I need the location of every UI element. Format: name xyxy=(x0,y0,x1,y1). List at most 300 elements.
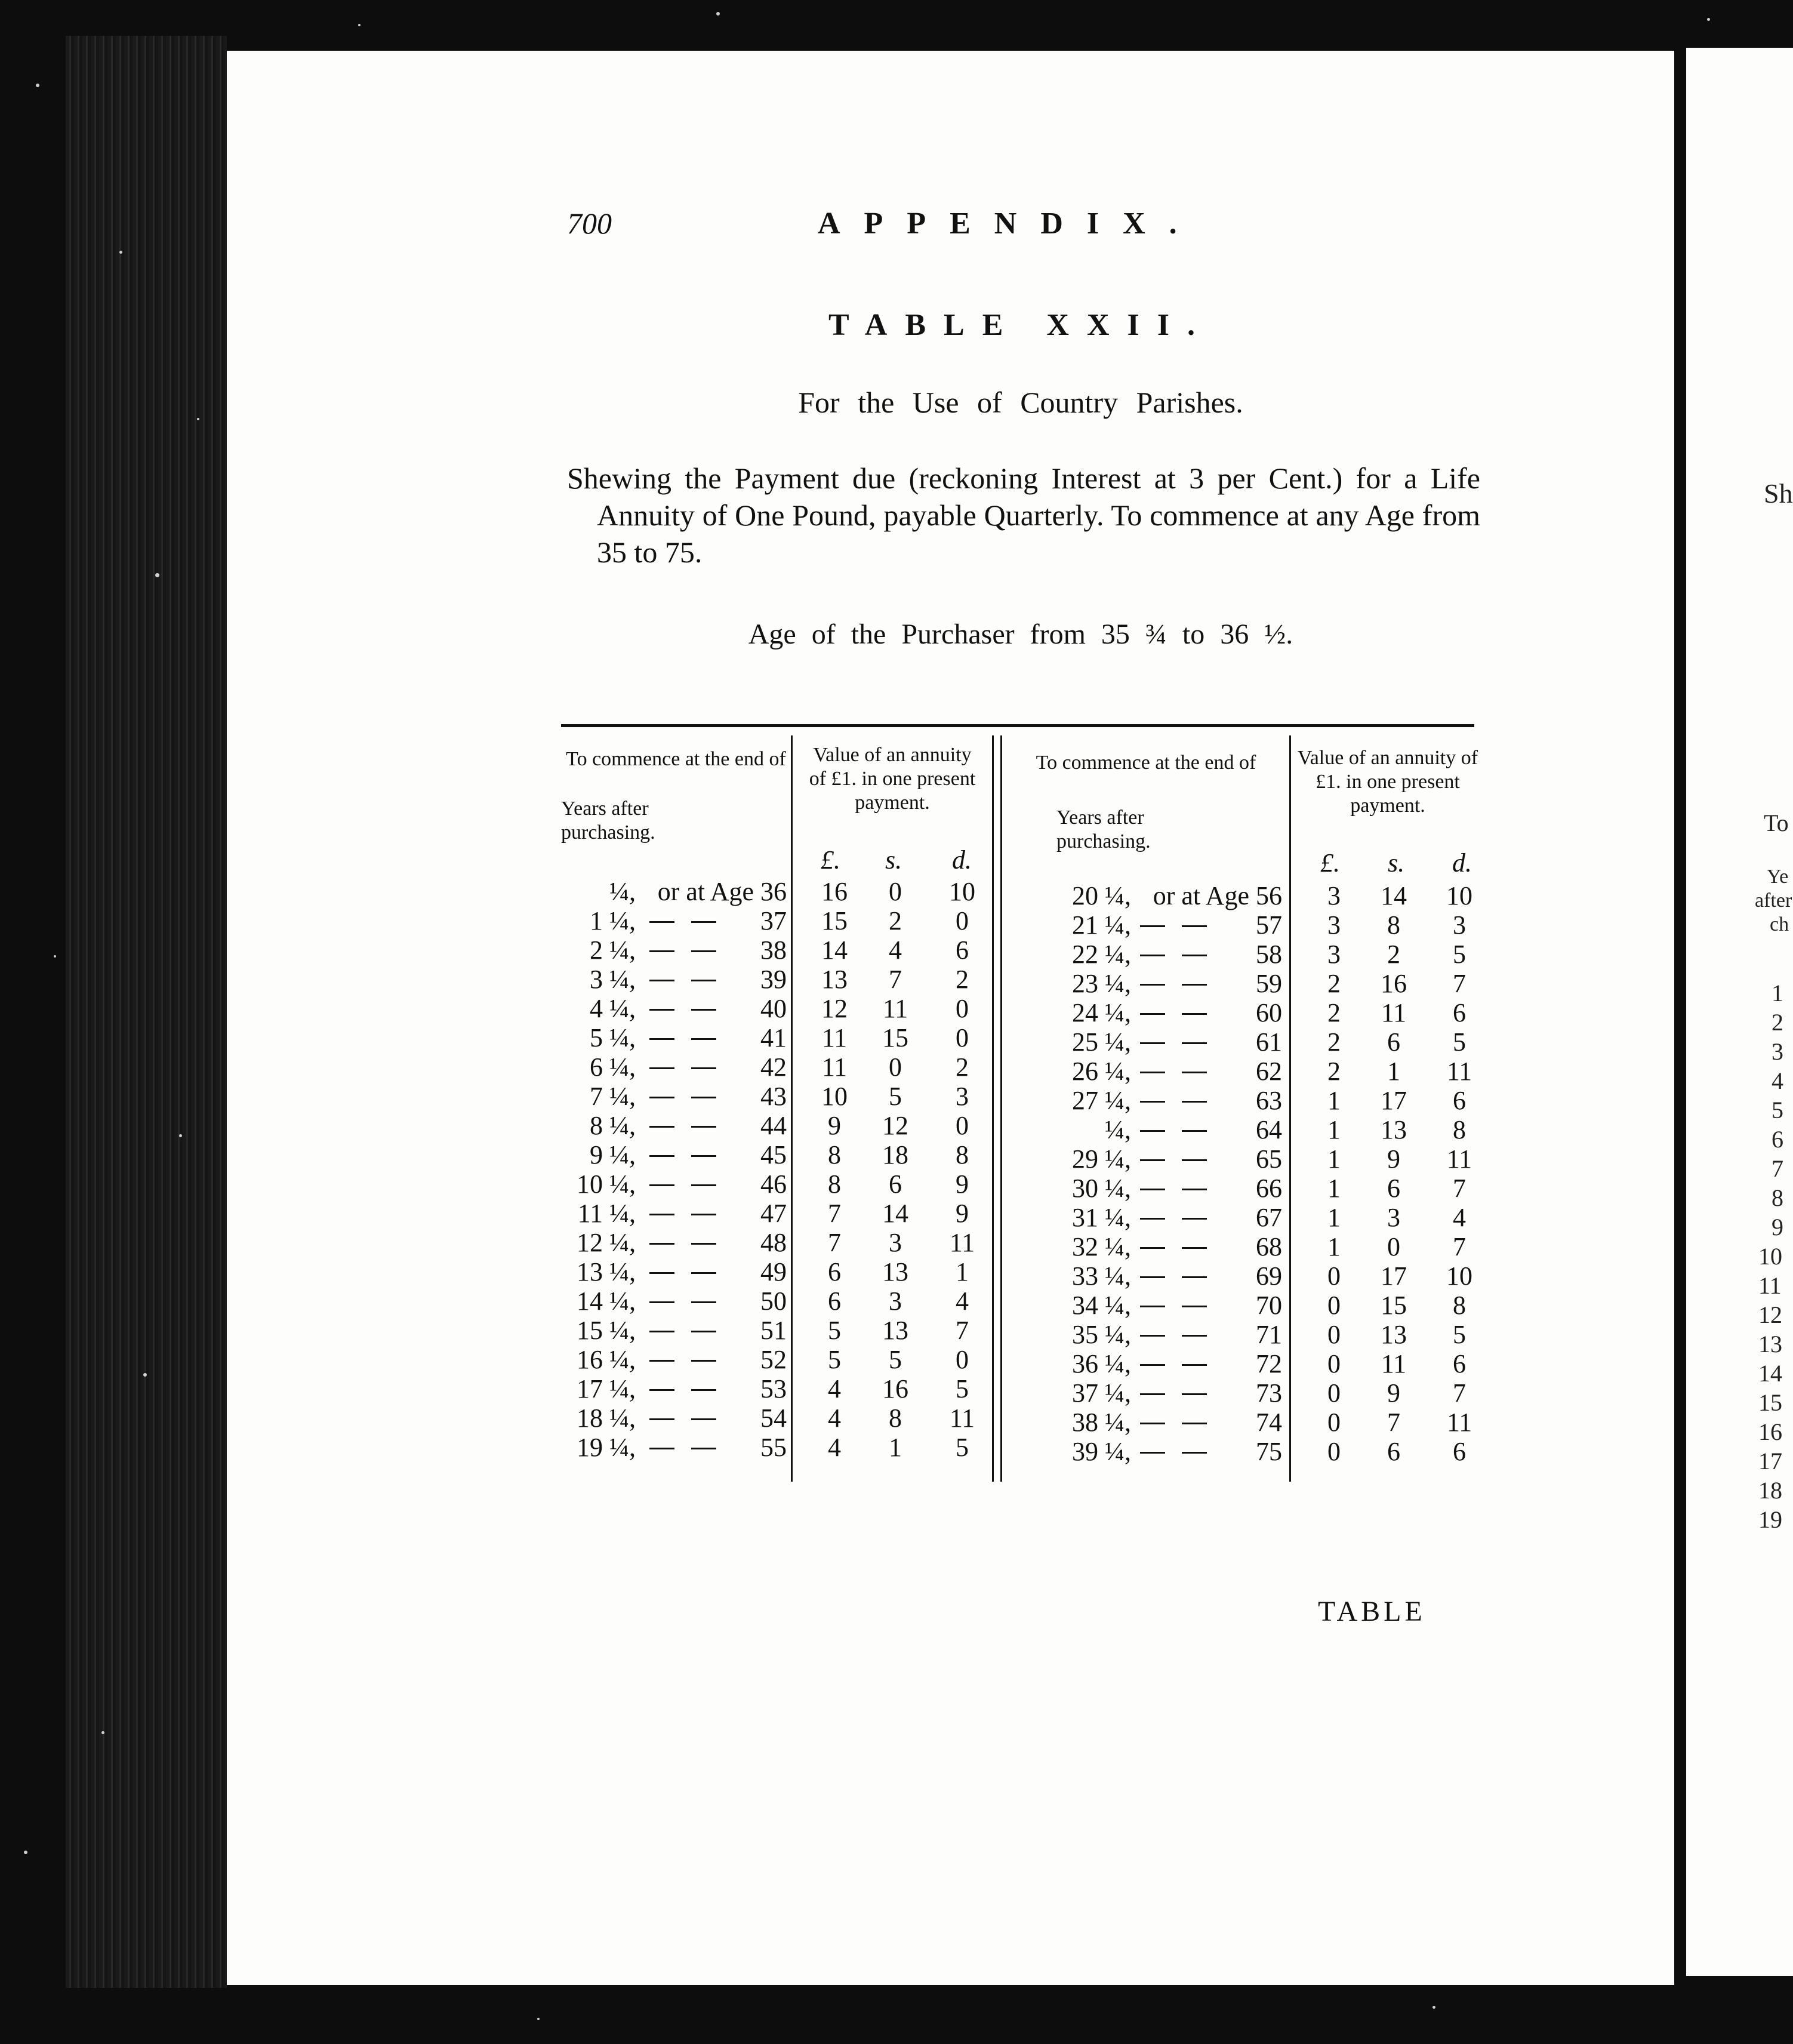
ditto-dash xyxy=(649,1155,674,1157)
shillings-cell: 4 xyxy=(889,935,902,965)
pence-cell: 2 xyxy=(956,1052,969,1082)
left-value-header: Value of an annuity of £1. in one present payment. xyxy=(809,744,976,814)
catchword: TABLE xyxy=(1318,1596,1426,1627)
running-head xyxy=(567,206,1230,254)
shillings-cell: 15 xyxy=(1381,1291,1407,1320)
age-cell: 63 xyxy=(1256,1086,1282,1115)
ditto-dash xyxy=(1140,1452,1165,1454)
scan-speck xyxy=(24,1851,27,1854)
age-cell: 47 xyxy=(760,1199,787,1228)
pence-cell: 11 xyxy=(1446,1408,1472,1437)
scan-speck xyxy=(197,418,199,420)
ditto-dash xyxy=(649,1301,674,1303)
pence-cell: 5 xyxy=(1453,1027,1466,1057)
ditto-dash xyxy=(691,1097,716,1098)
years-cell: 14 ¼, xyxy=(577,1286,636,1316)
pence-cell: 5 xyxy=(956,1374,969,1403)
ditto-dash xyxy=(1182,1189,1207,1190)
column-rule-left xyxy=(791,735,793,1482)
ditto-dash xyxy=(1140,1189,1165,1190)
pence-cell: 8 xyxy=(956,1140,969,1169)
scan-speck xyxy=(143,1373,147,1377)
age-cell: 71 xyxy=(1256,1320,1282,1349)
adjacent-row-number: 8 xyxy=(1772,1184,1783,1211)
ditto-dash xyxy=(649,1214,674,1215)
pounds-cell: 7 xyxy=(828,1228,841,1257)
shillings-cell: 3 xyxy=(889,1286,902,1316)
years-cell: 9 ¼, xyxy=(590,1140,636,1169)
pence-cell: 9 xyxy=(956,1199,969,1228)
shillings-cell: 2 xyxy=(889,906,902,935)
pence-cell: 1 xyxy=(956,1257,969,1286)
adjacent-row-number: 18 xyxy=(1758,1477,1782,1504)
pence-cell: 9 xyxy=(956,1169,969,1199)
pence-cell: 11 xyxy=(1446,1057,1472,1086)
ditto-dash xyxy=(649,1331,674,1332)
pence-cell: 10 xyxy=(949,877,975,906)
adjacent-row-number: 12 xyxy=(1758,1301,1782,1328)
ditto-dash xyxy=(1140,1101,1165,1103)
ditto-dash xyxy=(691,1126,716,1128)
ditto-dash xyxy=(1182,984,1207,986)
pounds-cell: 5 xyxy=(828,1345,841,1374)
age-cell: 66 xyxy=(1256,1174,1282,1203)
years-cell: 35 ¼, xyxy=(1072,1320,1131,1349)
pounds-cell: 4 xyxy=(828,1403,841,1433)
right-commence-header: To commence at the end of xyxy=(1036,752,1256,774)
purchaser-age: Age of the Purchaser from 35 ¾ to 36 ½. xyxy=(748,618,1293,650)
ditto-dash xyxy=(1182,1159,1207,1161)
scan-speck xyxy=(1707,18,1710,21)
pounds-cell: 1 xyxy=(1327,1144,1341,1174)
age-cell: 70 xyxy=(1256,1291,1282,1320)
pounds-cell: 2 xyxy=(1327,969,1341,998)
pounds-cell: 0 xyxy=(1327,1378,1341,1408)
book-edge xyxy=(66,36,227,1988)
shillings-cell: 13 xyxy=(1381,1115,1407,1144)
adjacent-row-number: 6 xyxy=(1772,1126,1783,1153)
pounds-cell: 6 xyxy=(828,1286,841,1316)
ditto-dash xyxy=(1182,1072,1207,1073)
ditto-dash xyxy=(649,1272,674,1274)
scan-speck xyxy=(155,573,159,577)
age-cell: 61 xyxy=(1256,1027,1282,1057)
pounds-cell: 9 xyxy=(828,1111,841,1140)
pence-cell: 0 xyxy=(956,1111,969,1140)
ditto-dash xyxy=(1182,1306,1207,1307)
ditto-dash xyxy=(1182,1452,1207,1454)
ditto-dash xyxy=(1140,1218,1165,1220)
pounds-cell: 15 xyxy=(821,906,848,935)
ditto-dash xyxy=(1140,1423,1165,1424)
pence-cell: 3 xyxy=(956,1082,969,1111)
age-cell: 39 xyxy=(760,965,787,994)
scan-speck xyxy=(36,84,39,87)
pounds-cell: 12 xyxy=(821,994,848,1023)
years-cell: 36 ¼, xyxy=(1072,1349,1131,1378)
shillings-cell: 11 xyxy=(1381,998,1407,1027)
scan-speck xyxy=(1432,2006,1435,2009)
age-cell: 62 xyxy=(1256,1057,1282,1086)
ditto-dash xyxy=(649,1126,674,1128)
adjacent-row-number: 15 xyxy=(1758,1389,1782,1416)
pence-cell: 6 xyxy=(1453,1349,1466,1378)
age-cell: 53 xyxy=(760,1374,787,1403)
pence-cell: 0 xyxy=(956,1023,969,1052)
age-cell: 54 xyxy=(760,1403,787,1433)
right-shillings-label: s. xyxy=(1388,848,1405,878)
ditto-dash xyxy=(691,1214,716,1215)
age-cell: 73 xyxy=(1256,1378,1282,1408)
pounds-cell: 0 xyxy=(1327,1349,1341,1378)
years-cell: 8 ¼, xyxy=(590,1111,636,1140)
ditto-dash xyxy=(649,1243,674,1245)
ditto-dash xyxy=(649,1418,674,1420)
age-cell: 52 xyxy=(760,1345,787,1374)
ditto-dash xyxy=(691,1038,716,1040)
shillings-cell: 16 xyxy=(1381,969,1407,998)
pence-cell: 5 xyxy=(956,1433,969,1462)
adjacent-shewing-fragment: Sh xyxy=(1764,478,1793,509)
adjacent-years-fragment: Ye xyxy=(1767,866,1789,888)
shillings-cell: 6 xyxy=(1387,1437,1400,1466)
years-cell: 33 ¼, xyxy=(1072,1261,1131,1291)
shillings-cell: 6 xyxy=(1387,1027,1400,1057)
years-cell: 32 ¼, xyxy=(1072,1232,1131,1261)
left-commence-header: To commence at the end of xyxy=(566,748,786,770)
pence-cell: 7 xyxy=(956,1316,969,1345)
years-cell: 24 ¼, xyxy=(1072,998,1131,1027)
pence-cell: 6 xyxy=(956,935,969,965)
ditto-dash xyxy=(691,1155,716,1157)
pence-cell: 10 xyxy=(1446,881,1472,910)
shillings-cell: 5 xyxy=(889,1345,902,1374)
adjacent-row-number: 16 xyxy=(1758,1418,1782,1445)
ditto-dash xyxy=(691,1301,716,1303)
right-pence-label: d. xyxy=(1452,848,1472,878)
adjacent-ch-fragment: ch xyxy=(1770,913,1789,935)
ditto-dash xyxy=(1140,1364,1165,1366)
adjacent-row-number: 13 xyxy=(1758,1331,1782,1357)
left-pounds-label: £. xyxy=(821,845,840,875)
age-cell: 37 xyxy=(760,906,787,935)
ditto-dash xyxy=(1140,1247,1165,1249)
adjacent-to-fragment: To xyxy=(1764,809,1789,836)
table-subtitle: For the Use of Country Parishes. xyxy=(798,386,1243,419)
ditto-dash xyxy=(691,921,716,923)
shillings-cell: 1 xyxy=(1387,1057,1400,1086)
pounds-cell: 8 xyxy=(828,1169,841,1199)
shillings-cell: 3 xyxy=(1387,1203,1400,1232)
pounds-cell: 1 xyxy=(1327,1232,1341,1261)
ditto-dash xyxy=(691,1389,716,1391)
age-cell: 55 xyxy=(760,1433,787,1462)
pounds-cell: 0 xyxy=(1327,1437,1341,1466)
ditto-dash xyxy=(1140,925,1165,927)
age-cell: 43 xyxy=(760,1082,787,1111)
adjacent-row-number: 2 xyxy=(1772,1009,1783,1036)
pounds-cell: 0 xyxy=(1327,1320,1341,1349)
shillings-cell: 0 xyxy=(889,877,902,906)
adjacent-row-number: 11 xyxy=(1758,1272,1782,1299)
age-cell: 72 xyxy=(1256,1349,1282,1378)
ditto-dash xyxy=(649,921,674,923)
adjacent-row-number: 3 xyxy=(1772,1038,1783,1065)
table-top-rule xyxy=(561,724,1474,727)
shillings-cell: 8 xyxy=(1387,910,1400,940)
shillings-cell: 14 xyxy=(1381,881,1407,910)
pounds-cell: 1 xyxy=(1327,1115,1341,1144)
age-cell: or at Age 56 xyxy=(1153,881,1282,910)
scan-speck xyxy=(537,2018,540,2020)
years-cell: 30 ¼, xyxy=(1072,1174,1131,1203)
shillings-cell: 0 xyxy=(889,1052,902,1082)
age-cell: 57 xyxy=(1256,910,1282,940)
ditto-dash xyxy=(1140,1335,1165,1337)
age-cell: 74 xyxy=(1256,1408,1282,1437)
pounds-cell: 3 xyxy=(1327,940,1341,969)
shillings-cell: 18 xyxy=(882,1140,908,1169)
years-cell: 25 ¼, xyxy=(1072,1027,1131,1057)
ditto-dash xyxy=(1140,1159,1165,1161)
pounds-cell: 4 xyxy=(828,1374,841,1403)
age-cell: 40 xyxy=(760,994,787,1023)
years-cell: 13 ¼, xyxy=(577,1257,636,1286)
ditto-dash xyxy=(691,1243,716,1245)
pounds-cell: 7 xyxy=(828,1199,841,1228)
years-cell: 20 ¼, xyxy=(1072,881,1131,910)
pounds-cell: 13 xyxy=(821,965,848,994)
shillings-cell: 2 xyxy=(1387,940,1400,969)
ditto-dash xyxy=(649,1184,674,1186)
pence-cell: 2 xyxy=(956,965,969,994)
column-rule-right xyxy=(1289,735,1291,1482)
age-cell: 60 xyxy=(1256,998,1282,1027)
pence-cell: 7 xyxy=(1453,1174,1466,1203)
ditto-dash xyxy=(649,1038,674,1040)
ditto-dash xyxy=(649,1097,674,1098)
shillings-cell: 12 xyxy=(882,1111,908,1140)
years-cell: 39 ¼, xyxy=(1072,1437,1131,1466)
age-cell: 44 xyxy=(760,1111,787,1140)
scan-speck xyxy=(716,12,720,16)
pounds-cell: 2 xyxy=(1327,998,1341,1027)
adjacent-row-number: 4 xyxy=(1772,1067,1783,1094)
adjacent-after-fragment: after xyxy=(1755,889,1792,912)
years-cell: 11 ¼, xyxy=(577,1199,636,1228)
age-cell: 50 xyxy=(760,1286,787,1316)
years-cell: 3 ¼, xyxy=(590,965,636,994)
pounds-cell: 11 xyxy=(821,1052,848,1082)
years-cell: 7 ¼, xyxy=(590,1082,636,1111)
ditto-dash xyxy=(649,1067,674,1069)
scan-speck xyxy=(358,24,361,26)
pence-cell: 6 xyxy=(1453,998,1466,1027)
adjacent-row-number: 5 xyxy=(1772,1097,1783,1123)
pounds-cell: 16 xyxy=(821,877,848,906)
adjacent-page xyxy=(1686,48,1793,1976)
shillings-cell: 13 xyxy=(882,1316,908,1345)
ditto-dash xyxy=(649,1389,674,1391)
table-title: TABLE XXII. xyxy=(828,308,1213,342)
pounds-cell: 8 xyxy=(828,1140,841,1169)
pence-cell: 3 xyxy=(1453,910,1466,940)
shillings-cell: 0 xyxy=(1387,1232,1400,1261)
age-cell: or at Age 36 xyxy=(657,877,787,906)
age-cell: 69 xyxy=(1256,1261,1282,1291)
scan-speck xyxy=(179,1134,182,1137)
pence-cell: 0 xyxy=(956,1345,969,1374)
years-cell: 38 ¼, xyxy=(1072,1408,1131,1437)
pounds-cell: 0 xyxy=(1327,1261,1341,1291)
page-number: 700 xyxy=(567,207,612,240)
age-cell: 49 xyxy=(760,1257,787,1286)
pounds-cell: 3 xyxy=(1327,910,1341,940)
pence-cell: 7 xyxy=(1453,969,1466,998)
ditto-dash xyxy=(649,1360,674,1362)
pence-cell: 7 xyxy=(1453,1232,1466,1261)
age-cell: 75 xyxy=(1256,1437,1282,1466)
ditto-dash xyxy=(1182,955,1207,956)
pence-cell: 7 xyxy=(1453,1378,1466,1408)
pounds-cell: 1 xyxy=(1327,1086,1341,1115)
years-cell: 37 ¼, xyxy=(1072,1378,1131,1408)
shillings-cell: 15 xyxy=(882,1023,908,1052)
ditto-dash xyxy=(1182,1276,1207,1278)
adjacent-row-number: 7 xyxy=(1772,1155,1783,1182)
ditto-dash xyxy=(1182,1218,1207,1220)
ditto-dash xyxy=(1140,1013,1165,1015)
column-rule-middle-a xyxy=(992,735,994,1482)
years-cell: 17 ¼, xyxy=(577,1374,636,1403)
pounds-cell: 3 xyxy=(1327,881,1341,910)
age-cell: 68 xyxy=(1256,1232,1282,1261)
ditto-dash xyxy=(1182,1393,1207,1395)
age-cell: 38 xyxy=(760,935,787,965)
age-cell: 41 xyxy=(760,1023,787,1052)
pounds-cell: 0 xyxy=(1327,1408,1341,1437)
ditto-dash xyxy=(691,950,716,952)
ditto-dash xyxy=(649,950,674,952)
table-description: Shewing the Payment due (reckoning Interest at 3 per Cent.) for a Life Annuity of One Pound, payable Quarterly. To commence at any Age from 35 to 75. xyxy=(567,461,1480,569)
shillings-cell: 3 xyxy=(889,1228,902,1257)
years-cell: 18 ¼, xyxy=(577,1403,636,1433)
years-cell: 2 ¼, xyxy=(590,935,636,965)
left-pence-label: d. xyxy=(952,845,972,875)
adjacent-row-number: 10 xyxy=(1758,1243,1782,1270)
shillings-cell: 5 xyxy=(889,1082,902,1111)
ditto-dash xyxy=(1140,984,1165,986)
pounds-cell: 6 xyxy=(828,1257,841,1286)
ditto-dash xyxy=(691,980,716,981)
pence-cell: 0 xyxy=(956,994,969,1023)
pounds-cell: 1 xyxy=(1327,1174,1341,1203)
age-cell: 45 xyxy=(760,1140,787,1169)
ditto-dash xyxy=(691,1272,716,1274)
ditto-dash xyxy=(1182,1130,1207,1132)
age-cell: 42 xyxy=(760,1052,787,1082)
shillings-cell: 7 xyxy=(1387,1408,1400,1437)
column-rule-middle-b xyxy=(1000,735,1002,1482)
ditto-dash xyxy=(691,1360,716,1362)
shillings-cell: 14 xyxy=(882,1199,908,1228)
ditto-dash xyxy=(1182,1423,1207,1424)
ditto-dash xyxy=(1140,1276,1165,1278)
scan-speck xyxy=(54,955,56,958)
shillings-cell: 11 xyxy=(1381,1349,1407,1378)
pounds-cell: 4 xyxy=(828,1433,841,1462)
ditto-dash xyxy=(1182,1364,1207,1366)
years-cell: 10 ¼, xyxy=(577,1169,636,1199)
age-cell: 64 xyxy=(1256,1115,1282,1144)
years-cell: 26 ¼, xyxy=(1072,1057,1131,1086)
years-cell: 6 ¼, xyxy=(590,1052,636,1082)
ditto-dash xyxy=(1140,955,1165,956)
years-cell: 15 ¼, xyxy=(577,1316,636,1345)
pence-cell: 6 xyxy=(1453,1086,1466,1115)
shillings-cell: 9 xyxy=(1387,1378,1400,1408)
pence-cell: 11 xyxy=(949,1228,975,1257)
years-cell: 21 ¼, xyxy=(1072,910,1131,940)
ditto-dash xyxy=(649,980,674,981)
ditto-dash xyxy=(649,1009,674,1011)
age-cell: 67 xyxy=(1256,1203,1282,1232)
right-value-header: Value of an annuity of £1. in one present payment. xyxy=(1297,747,1478,817)
ditto-dash xyxy=(1140,1306,1165,1307)
right-years-header: Years after purchasing. xyxy=(1056,806,1151,852)
ditto-dash xyxy=(1182,1101,1207,1103)
pence-cell: 11 xyxy=(949,1403,975,1433)
left-years-header: Years after purchasing. xyxy=(561,798,655,844)
years-cell: ¼, xyxy=(1105,1115,1131,1144)
adjacent-row-number: 9 xyxy=(1772,1214,1783,1240)
years-cell: 29 ¼, xyxy=(1072,1144,1131,1174)
years-cell: 31 ¼, xyxy=(1072,1203,1131,1232)
age-cell: 48 xyxy=(760,1228,787,1257)
pounds-cell: 14 xyxy=(821,935,848,965)
ditto-dash xyxy=(1140,1130,1165,1132)
years-cell: 34 ¼, xyxy=(1072,1291,1131,1320)
pounds-cell: 2 xyxy=(1327,1027,1341,1057)
shillings-cell: 16 xyxy=(882,1374,908,1403)
age-cell: 51 xyxy=(760,1316,787,1345)
years-cell: 1 ¼, xyxy=(590,906,636,935)
shillings-cell: 13 xyxy=(882,1257,908,1286)
ditto-dash xyxy=(691,1067,716,1069)
shillings-cell: 9 xyxy=(1387,1144,1400,1174)
pounds-cell: 11 xyxy=(821,1023,848,1052)
pence-cell: 10 xyxy=(1446,1261,1472,1291)
pounds-cell: 1 xyxy=(1327,1203,1341,1232)
pence-cell: 8 xyxy=(1453,1291,1466,1320)
pence-cell: 0 xyxy=(956,906,969,935)
years-cell: 23 ¼, xyxy=(1072,969,1131,998)
ditto-dash xyxy=(1182,1335,1207,1337)
years-cell: 19 ¼, xyxy=(577,1433,636,1462)
years-cell: 22 ¼, xyxy=(1072,940,1131,969)
pounds-cell: 2 xyxy=(1327,1057,1341,1086)
pence-cell: 5 xyxy=(1453,1320,1466,1349)
ditto-dash xyxy=(691,1418,716,1420)
ditto-dash xyxy=(691,1184,716,1186)
ditto-dash xyxy=(1140,1072,1165,1073)
running-title: APPENDIX. xyxy=(818,207,1201,241)
pounds-cell: 0 xyxy=(1327,1291,1341,1320)
adjacent-row-number: 17 xyxy=(1758,1448,1782,1474)
years-cell: 27 ¼, xyxy=(1072,1086,1131,1115)
adjacent-row-number: 19 xyxy=(1758,1506,1782,1533)
age-cell: 65 xyxy=(1256,1144,1282,1174)
